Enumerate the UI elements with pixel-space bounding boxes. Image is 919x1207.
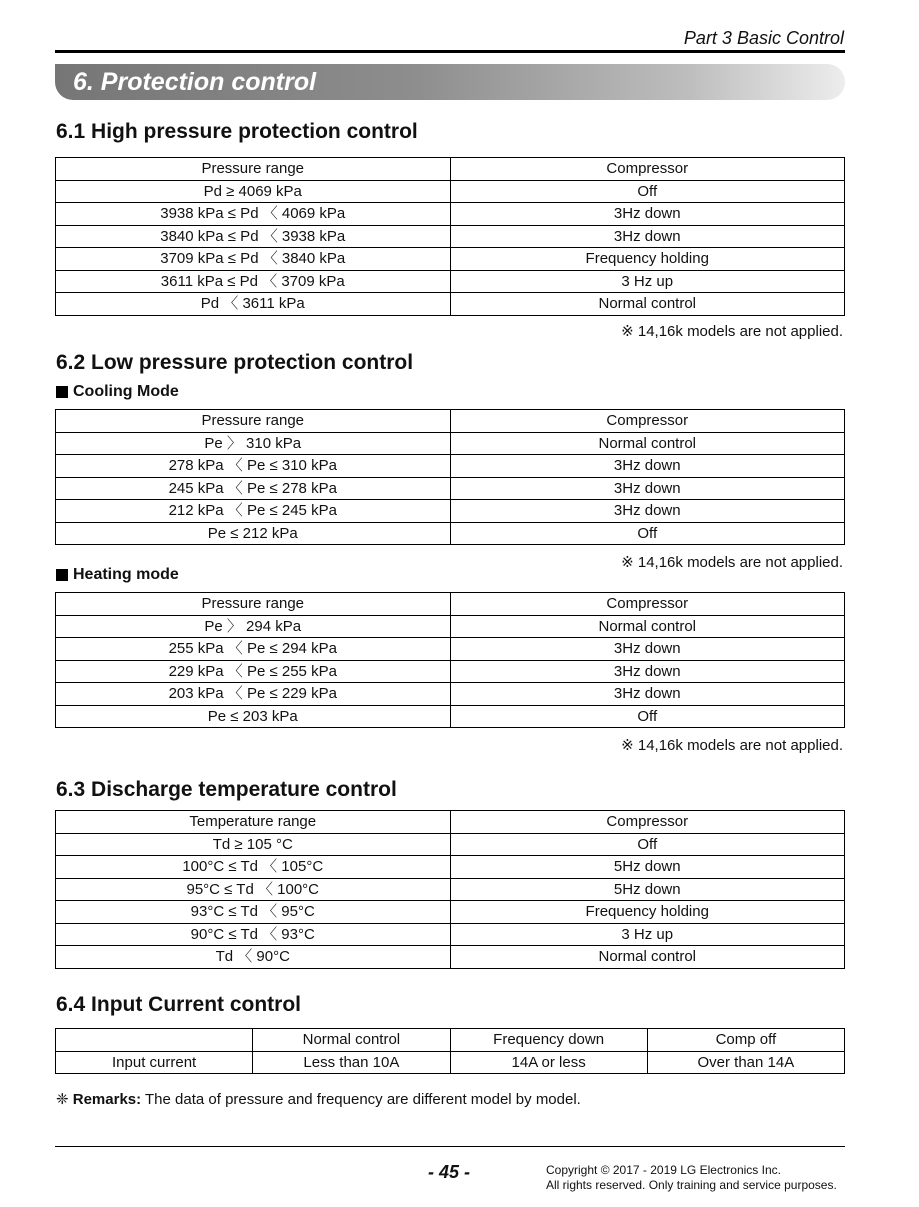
range-cell: Pd ≥ 4069 kPa (56, 180, 451, 203)
page-number: - 45 - (428, 1162, 471, 1182)
table-row (56, 923, 845, 946)
table-row (56, 901, 845, 924)
remarks-text: The data of pressure and frequency are different model by model. (141, 1091, 581, 1108)
high-pressure-table (55, 157, 845, 316)
copyright-line-1: Copyright © 2017 - 2019 LG Electronics Inc. (546, 1163, 781, 1177)
compressor-cell: 3Hz down (450, 225, 845, 248)
low-pressure-title: 6.2 Low pressure protection control (56, 351, 414, 374)
compressor-cell: Off (450, 833, 845, 856)
range-cell: Pe ≤ 212 kPa (56, 522, 451, 545)
cooling-table (55, 409, 845, 545)
header-rule (55, 50, 845, 53)
value-cell: 14A or less (450, 1051, 647, 1074)
table-row (56, 293, 845, 316)
heating-table (55, 592, 845, 728)
table-row (56, 705, 845, 728)
table-row (56, 270, 845, 293)
heating-note: ※ 14,16k models are not applied. (621, 737, 843, 754)
table-row (56, 522, 845, 545)
range-cell: Pe ≤ 203 kPa (56, 705, 451, 728)
compressor-cell: 3Hz down (450, 455, 845, 478)
range-cell: Pd 〈 3611 kPa (56, 293, 451, 316)
compressor-cell: Off (450, 522, 845, 545)
header-cell: Comp off (647, 1029, 844, 1052)
row-label-cell: Input current (56, 1051, 253, 1074)
remarks (56, 1090, 581, 1108)
input-current-title: 6.4 Input Current control (56, 993, 302, 1016)
range-cell: Td 〈 90°C (56, 946, 451, 969)
range-cell: 255 kPa 〈 Pe ≤ 294 kPa (56, 638, 451, 661)
table-row (56, 477, 845, 500)
square-bullet-icon (56, 569, 68, 581)
table-row (56, 833, 845, 856)
cooling-note: ※ 14,16k models are not applied. (621, 554, 843, 571)
compressor-cell: Frequency holding (450, 248, 845, 271)
compressor-cell: Normal control (450, 615, 845, 638)
table-row (56, 432, 845, 455)
remarks-symbol: ❈ (56, 1091, 69, 1108)
table-row (56, 683, 845, 706)
compressor-cell: Normal control (450, 946, 845, 969)
compressor-cell: 3Hz down (450, 638, 845, 661)
value-cell: Over than 14A (647, 1051, 844, 1074)
compressor-cell: Off (450, 180, 845, 203)
copyright-line-2: All rights reserved. Only training and service purposes. (546, 1178, 837, 1192)
range-cell: 278 kPa 〈 Pe ≤ 310 kPa (56, 455, 451, 478)
table-header-row (56, 1029, 845, 1052)
range-cell: 3938 kPa ≤ Pd 〈 4069 kPa (56, 203, 451, 226)
compressor-cell: 3Hz down (450, 660, 845, 683)
copyright (546, 1163, 837, 1193)
compressor-cell: 3 Hz up (450, 923, 845, 946)
range-cell: 212 kPa 〈 Pe ≤ 245 kPa (56, 500, 451, 523)
range-cell: Pe 〉 294 kPa (56, 615, 451, 638)
table-header-row (56, 158, 845, 181)
section-banner (55, 64, 845, 100)
table-row (56, 1051, 845, 1074)
footer-rule (55, 1146, 845, 1147)
table-row (56, 660, 845, 683)
square-bullet-icon (56, 386, 68, 398)
range-cell: 245 kPa 〈 Pe ≤ 278 kPa (56, 477, 451, 500)
range-cell: 203 kPa 〈 Pe ≤ 229 kPa (56, 683, 451, 706)
compressor-cell: Normal control (450, 293, 845, 316)
compressor-cell: 3Hz down (450, 477, 845, 500)
header-cell: Pressure range (56, 158, 451, 181)
remarks-label: Remarks: (72, 1091, 142, 1108)
table-header-row (56, 593, 845, 616)
range-cell: Td ≥ 105 °C (56, 833, 451, 856)
table-row (56, 248, 845, 271)
table-row (56, 946, 845, 969)
heating-mode-label (56, 566, 179, 584)
range-cell: 93°C ≤ Td 〈 95°C (56, 901, 451, 924)
range-cell: 3709 kPa ≤ Pd 〈 3840 kPa (56, 248, 451, 271)
compressor-cell: 3Hz down (450, 683, 845, 706)
high-pressure-note: ※ 14,16k models are not applied. (621, 323, 843, 340)
table-row (56, 615, 845, 638)
table-row (56, 878, 845, 901)
table-row (56, 638, 845, 661)
header-cell: Pressure range (56, 410, 451, 433)
compressor-cell: 5Hz down (450, 878, 845, 901)
range-cell: 90°C ≤ Td 〈 93°C (56, 923, 451, 946)
header-cell: Frequency down (450, 1029, 647, 1052)
compressor-cell: 3Hz down (450, 500, 845, 523)
discharge-table (55, 810, 845, 969)
table-row (56, 225, 845, 248)
header-cell: Compressor (450, 811, 845, 834)
compressor-cell: Normal control (450, 432, 845, 455)
cooling-mode-text: Cooling Mode (73, 383, 179, 400)
range-cell: 3611 kPa ≤ Pd 〈 3709 kPa (56, 270, 451, 293)
table-row (56, 180, 845, 203)
header-cell: Temperature range (56, 811, 451, 834)
header-cell: Pressure range (56, 593, 451, 616)
table-header-row (56, 811, 845, 834)
table-header-row (56, 410, 845, 433)
range-cell: Pe 〉 310 kPa (56, 432, 451, 455)
input-current-table (55, 1028, 845, 1074)
value-cell: Less than 10A (253, 1051, 450, 1074)
header-cell: Compressor (450, 593, 845, 616)
table-row (56, 203, 845, 226)
high-pressure-title: 6.1 High pressure protection control (56, 120, 418, 143)
discharge-title: 6.3 Discharge temperature control (56, 778, 397, 801)
range-cell: 95°C ≤ Td 〈 100°C (56, 878, 451, 901)
header-cell (56, 1029, 253, 1052)
table-row (56, 455, 845, 478)
cooling-mode-label (56, 383, 179, 401)
compressor-cell: 3Hz down (450, 203, 845, 226)
header-cell: Compressor (450, 410, 845, 433)
range-cell: 100°C ≤ Td 〈 105°C (56, 856, 451, 879)
part-label: Part 3 Basic Control (683, 28, 844, 48)
table-row (56, 500, 845, 523)
section-title: 6. Protection control (73, 68, 317, 96)
compressor-cell: 3 Hz up (450, 270, 845, 293)
header-cell: Compressor (450, 158, 845, 181)
compressor-cell: Frequency holding (450, 901, 845, 924)
heating-mode-text: Heating mode (73, 566, 179, 583)
header-cell: Normal control (253, 1029, 450, 1052)
table-row (56, 856, 845, 879)
range-cell: 229 kPa 〈 Pe ≤ 255 kPa (56, 660, 451, 683)
range-cell: 3840 kPa ≤ Pd 〈 3938 kPa (56, 225, 451, 248)
compressor-cell: 5Hz down (450, 856, 845, 879)
compressor-cell: Off (450, 705, 845, 728)
